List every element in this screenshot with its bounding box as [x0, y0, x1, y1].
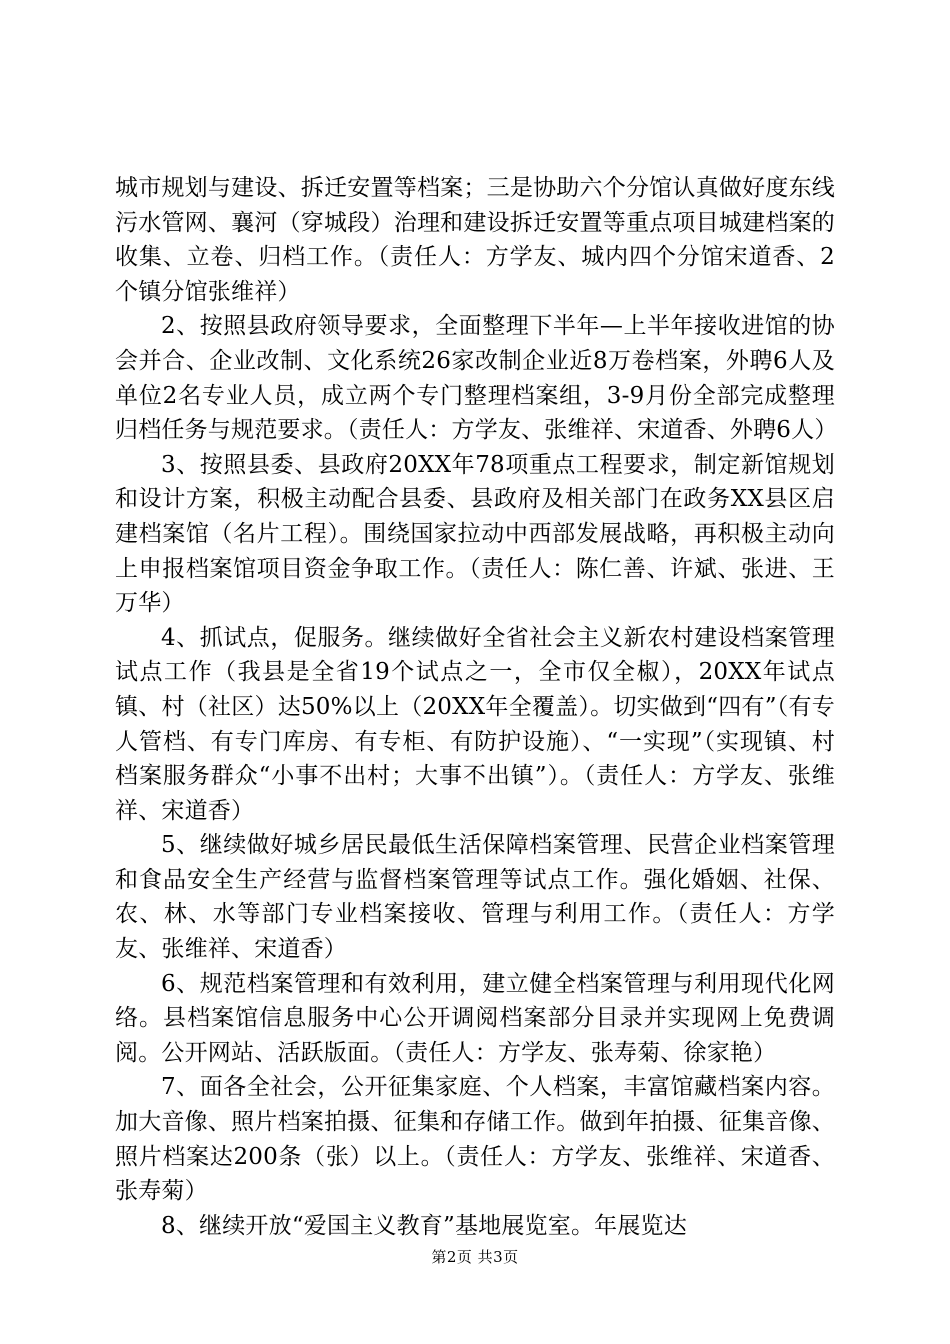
- page-number-label: 第2页 共3页: [431, 1248, 519, 1266]
- paragraph-item-5: 5、继续做好城乡居民最低生活保障档案管理、民营企业档案管理和食品安全生产经营与监督档案管理等试点工作。强化婚姻、社保、农、林、水等部门专业档案接收、管理与利用工作。（责任人：方学友、张维祥、宋道香）: [115, 832, 835, 963]
- paragraph-item-7: 7、面各全社会，公开征集家庭、个人档案，丰富馆藏档案内容。加大音像、照片档案拍摄、征集和存储工作。做到年拍摄、征集音像、照片档案达200条（张）以上。（责任人：方学友、张维祥、宋道香、张寿菊）: [115, 1074, 835, 1205]
- paragraph-item-8: 8、继续开放“爱国主义教育”基地展览室。年展览达: [161, 1212, 687, 1239]
- paragraph-item-3: 3、按照县委、县政府20XX年78项重点工程要求，制定新馆规划和设计方案，积极主动配合县委、县政府及相关部门在政务XX县区启建档案馆（名片工程）。围绕国家拉动中西部发展战略，再积极主动向上申报档案馆项目资金争取工作。（责任人：陈仁善、许斌、张进、王万华）: [115, 451, 835, 617]
- paragraph-item-2: 2、按照县政府领导要求，全面整理下半年—上半年接收进馆的协会并合、企业改制、文化系统26家改制企业近8万卷档案，外聘6人及单位2名专业人员，成立两个专门整理档案组，3-9月份全部完成整理归档任务与规范要求。（责任人：方学友、张维祥、宋道香、外聘6人）: [115, 313, 838, 444]
- page-footer: [0, 1247, 950, 1267]
- paragraph-item-6: 6、规范档案管理和有效利用，建立健全档案管理与利用现代化网络。县档案馆信息服务中心公开调阅档案部分目录并实现网上免费调阅。公开网站、活跃版面。（责任人：方学友、张寿菊、徐家艳）: [115, 970, 835, 1066]
- paragraph-continuation: 城市规划与建设、拆迁安置等档案；三是协助六个分馆认真做好度东线污水管网、襄河（穿城段）治理和建设拆迁安置等重点项目城建档案的收集、立卷、归档工作。（责任人：方学友、城内四个分馆宋道香、2个镇分馆张维祥）: [115, 175, 835, 305]
- document-body: [115, 171, 838, 1243]
- paragraph-item-4: 4、抓试点，促服务。继续做好全省社会主义新农村建设档案管理试点工作（我县是全省19个试点之一，全市仅全椒），20XX年试点镇、村（社区）达50%以上（20XX年全覆盖）。切实做到“四有”（有专人管档、有专门库房、有专柜、有防护设施）、“一实现”（实现镇、村档案服务群众“小事不出村；大事不出镇”）。（责任人：方学友、张维祥、宋道香）: [115, 624, 835, 824]
